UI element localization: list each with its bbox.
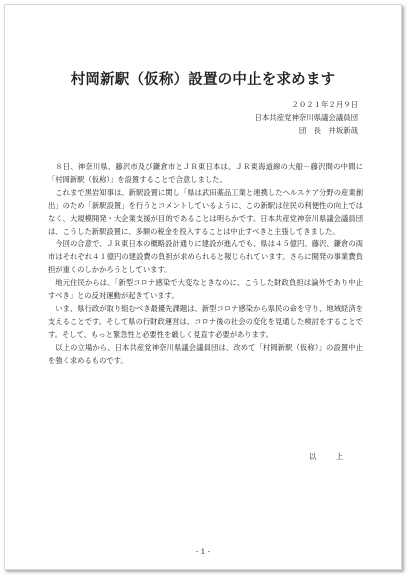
- document-title: 村岡新駅（仮称）設置の中止を求めます: [70, 72, 336, 88]
- page-number: - 1 -: [195, 547, 211, 556]
- document-leader: 団 長 井坂新哉: [298, 125, 358, 135]
- closing-text: 以 上: [308, 452, 349, 461]
- paragraph-5: いま、県行政が取り組むべき最優先課題は、新型コロナ感染から県民の命を守り、地域経済を支えることです。そして県の行財政運営は、コロナ後の社会の変化を見通した検討をすることです。そして、もっと緊急性と必要性を厳しく見直す必要があります。: [48, 303, 363, 339]
- paragraph-2: これまで黒岩知事は、新駅設置に関し「県は武田薬品工業と連携したヘルスケア分野の産業創出」のため「新駅設置」を行うとコメントしているように、この新駅は住民の利便性の向上ではなく、大規模開発・大企業支援が目的であることは明らかです。日本共産党神奈川県議会議員団は、こうした新駅設置に、多額の税金を投入することは中止すべきと主張してきました。: [48, 187, 363, 236]
- paragraph-3: 今回の合意で、ＪＲ東日本の概略設計通りに建設が進んでも、県は４５億円、藤沢、鎌倉の両市はそれぞれ４１億円の建設費の負担が求められると報じられています。さらに開発の事業費負担が重くのしかかろうとしています。: [48, 239, 363, 275]
- paragraph-1: ８日、神奈川県、藤沢市及び鎌倉市とＪＲ東日本は、ＪＲ東海道線の大船－藤沢間の中間に「村岡新駅（仮称）」を設置することで合意しました。: [48, 162, 363, 184]
- paragraph-6: 以上の立場から、日本共産党神奈川県議会議員団は、改めて「村岡新駅（仮称）」の設置中止を強く求めるものです。: [48, 342, 363, 365]
- document-body: [48, 161, 363, 368]
- document-organization: 日本共産党神奈川県議会議員団: [254, 112, 358, 122]
- paragraph-4: 地元住民からは、「新型コロナ感染で大変なときなのに、こうした財政負担は論外であり中止すべき」との反対運動が起きています。: [48, 278, 363, 301]
- document-page: [4, 4, 402, 570]
- document-date: ２０２１年２月９日: [291, 100, 358, 109]
- document-meta: [255, 99, 358, 137]
